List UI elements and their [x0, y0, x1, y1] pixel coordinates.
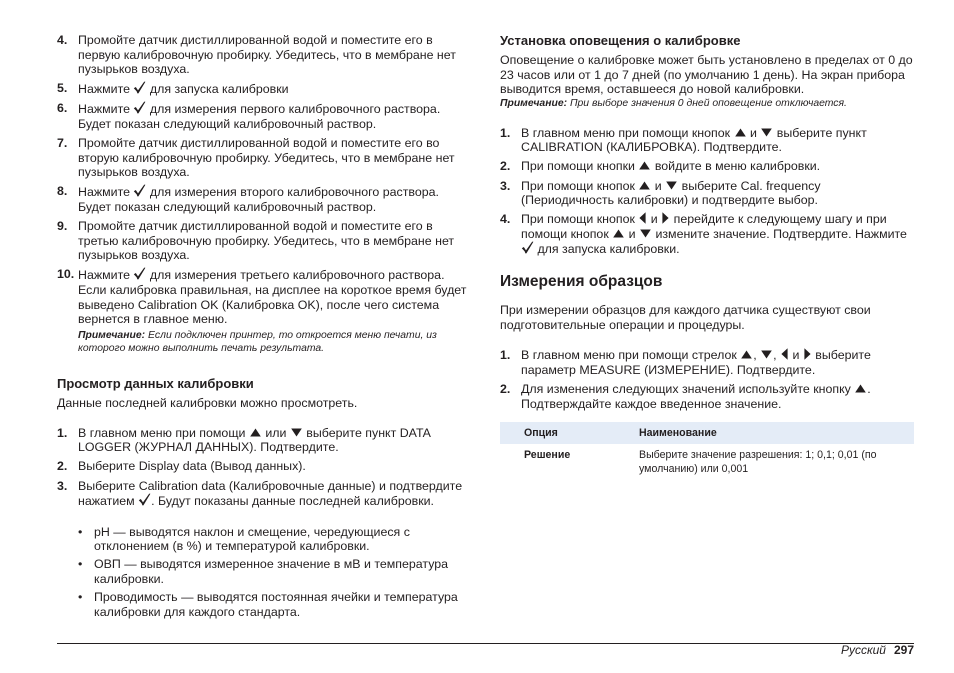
arrow-up-icon	[612, 227, 625, 242]
column-header-name: Наименование	[635, 422, 914, 444]
arrow-up-icon	[734, 126, 747, 141]
right-column	[500, 33, 914, 480]
arrow-down-icon	[665, 179, 678, 194]
calibration-step: 8. Нажмите для измерения второго калибровочного раствора. Будет показан следующий калибровочный раствор.	[57, 184, 439, 214]
bullet-icon: •	[78, 557, 83, 572]
arrow-up-icon	[854, 382, 867, 397]
list-item: • ОВП — выводятся измеренное значение в мВ и температура калибровки.	[57, 557, 475, 586]
calibration-steps	[57, 33, 475, 327]
alert-step-1: 1. В главном меню при помощи кнопок и выберите пункт CALIBRATION (КАЛИБРОВКА). Подтвердите.	[500, 125, 867, 155]
column-header-option: Опция	[500, 422, 635, 444]
footer-rule	[57, 643, 914, 644]
arrow-down-icon	[760, 348, 773, 363]
calibration-step: 4. Промойте датчик дистиллированной водой и поместите его в первую калибровочную пробирку. Убедитесь, что в мембране нет пузырьков воздуха.	[57, 33, 456, 77]
measure-step-1: 1. В главном меню при помощи стрелок , , и выберите параметр MEASURE (ИЗМЕРЕНИЕ). Подтвердите.	[500, 348, 871, 377]
arrow-up-icon	[638, 179, 651, 194]
list-item: • pH — выводятся наклон и смещение, чередующиеся с отклонением (в %) и температурой калибровки.	[57, 525, 475, 554]
sample-measurement-heading: Измерения образцов	[500, 273, 663, 291]
arrow-up-icon	[249, 426, 262, 441]
alert-step-4: 4. При помощи кнопок и перейдите к следующему шагу и при помощи кнопок и измените значение. Подтвердите. Нажмите для запуска калибровки.	[500, 212, 907, 257]
sample-measurement-intro: При измерении образцов для каждого датчика существуют свои подготовительные операции и процедуры.	[500, 303, 871, 332]
step-b-3: 3. Выберите Calibration data (Калибровочные данные) и подтвердите нажатием . Будут показаны данные последней калибровки.	[57, 478, 463, 509]
calibration-alert-intro: Оповещение о калибровке может быть установлено в пределах от 0 до 23 часов или от 1 до 7 дней (по умолчанию 1 день). На экран прибора выводится время, оставшееся до новой калибровки.	[500, 53, 913, 97]
step-b-1: 1. В главном меню при помощи или выберите пункт DATA LOGGER (ЖУРНАЛ ДАННЫХ). Подтвердите.	[57, 425, 431, 455]
alert-step-3: 3. При помощи кнопок и выберите Cal. frequency (Периодичность калибровки) и подтвердите выбор.	[500, 178, 821, 208]
bullet-icon: •	[78, 524, 83, 539]
calibration-step: 7. Промойте датчик дистиллированной водой и поместите его во вторую калибровочную пробирку. Убедитесь, что в мембране нет пузырьков воздуха.	[57, 136, 455, 180]
arrow-right-icon	[661, 212, 670, 227]
arrow-down-icon	[760, 126, 773, 141]
calibration-step: 9. Промойте датчик дистиллированной водой и поместите его в третью калибровочную пробирку. Убедитесь, что в мембране нет пузырьков воздуха.	[57, 219, 455, 263]
table-header-row	[500, 422, 914, 444]
list-item: • Проводимость — выводятся постоянная ячейки и температура калибровки для каждого стандарта.	[57, 590, 475, 619]
page-number: 297	[893, 643, 914, 657]
table-cell-option: Решение	[524, 449, 571, 462]
footer-language: Русский	[840, 643, 886, 657]
alert-step-2: 2. При помощи кнопки войдите в меню калибровки.	[500, 159, 821, 174]
check-icon	[521, 241, 534, 257]
calibration-step: 5. Нажмите для запуска калибровки	[57, 81, 289, 97]
check-icon	[138, 493, 151, 509]
arrow-left-icon	[780, 348, 789, 363]
calibration-step: 10. Нажмите для измерения третьего калибровочного раствора. Если калибровка правильная, на дисплее на короткое время будет выведено Calibration OK (Калибровка OK), после чего система вернется в главное меню.	[57, 267, 467, 327]
alert-note: Примечание: При выборе значения 0 дней оповещение отключается.	[500, 97, 847, 109]
bullet-icon: •	[78, 590, 83, 605]
step-b-2: 2. Выберите Display data (Вывод данных).	[57, 459, 306, 474]
arrow-up-icon	[740, 348, 753, 363]
check-icon	[133, 184, 146, 200]
arrow-right-icon	[803, 348, 812, 363]
calibration-step: 6. Нажмите для измерения первого калибровочного раствора. Будет показан следующий калибровочный раствор.	[57, 101, 441, 131]
page-footer	[841, 643, 914, 657]
check-icon	[133, 81, 146, 97]
arrow-down-icon	[639, 227, 652, 242]
check-icon	[133, 101, 146, 117]
arrow-down-icon	[290, 426, 303, 441]
calibration-alert-heading: Установка оповещения о калибровке	[500, 33, 741, 48]
left-column	[57, 33, 475, 623]
options-table	[500, 422, 914, 480]
arrow-up-icon	[638, 159, 651, 174]
arrow-left-icon	[638, 212, 647, 227]
view-calibration-intro: Данные последней калибровки можно просмотреть.	[57, 396, 358, 411]
table-row	[500, 444, 914, 480]
measure-step-2: 2. Для изменения следующих значений используйте кнопку . Подтверждайте каждое введенное значение.	[500, 381, 871, 411]
table-cell-description: Выберите значение разрешения: 1; 0,1; 0,01 (по умолчанию) или 0,001	[639, 449, 877, 476]
check-icon	[133, 267, 146, 283]
calibration-data-list	[57, 525, 475, 620]
view-calibration-heading: Просмотр данных калибровки	[57, 376, 254, 392]
printer-note: Примечание: Если подключен принтер, то откроется меню печати, из которого можно выполнить печать результата.	[78, 330, 437, 355]
